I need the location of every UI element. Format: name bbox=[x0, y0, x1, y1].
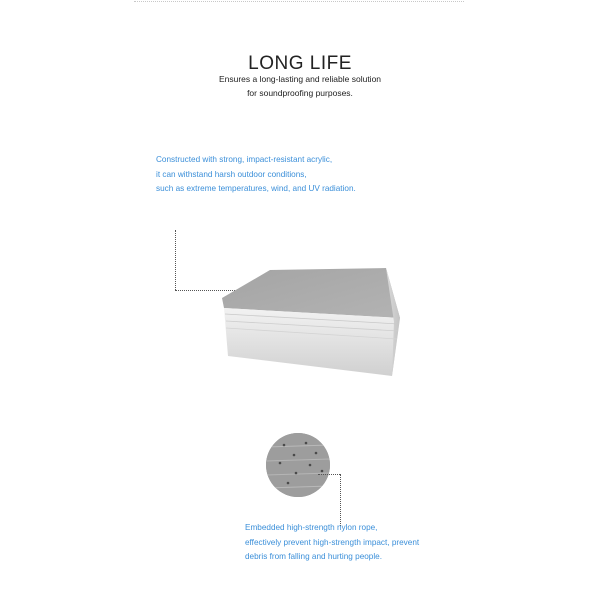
top-divider bbox=[134, 1, 464, 2]
acrylic-callout-line: such as extreme temperatures, wind, and UV radiation. bbox=[156, 184, 356, 193]
acrylic-callout-line: it can withstand harsh outdoor conditions, bbox=[156, 169, 307, 179]
nylon-callout-line: debris from falling and hurting people. bbox=[245, 552, 382, 561]
page-subtitle bbox=[0, 72, 600, 100]
nylon-callout bbox=[245, 521, 419, 565]
acrylic-panel-image bbox=[218, 258, 408, 388]
acrylic-leader-line bbox=[175, 230, 176, 290]
acrylic-callout bbox=[156, 153, 356, 197]
nylon-rope-detail-image bbox=[266, 433, 330, 497]
subtitle-line: for soundproofing purposes. bbox=[247, 88, 353, 98]
nylon-leader-line bbox=[340, 474, 341, 526]
page-title: LONG LIFE bbox=[248, 52, 352, 74]
nylon-callout-line: Embedded high-strength nylon rope, bbox=[245, 523, 378, 532]
nylon-callout-line: effectively prevent high-strength impact, prevent bbox=[245, 537, 420, 547]
acrylic-callout-line: Constructed with strong, impact-resistant acrylic, bbox=[156, 155, 333, 164]
nylon-leader-line bbox=[318, 474, 340, 475]
subtitle-line: Ensures a long-lasting and reliable solution bbox=[218, 74, 382, 84]
